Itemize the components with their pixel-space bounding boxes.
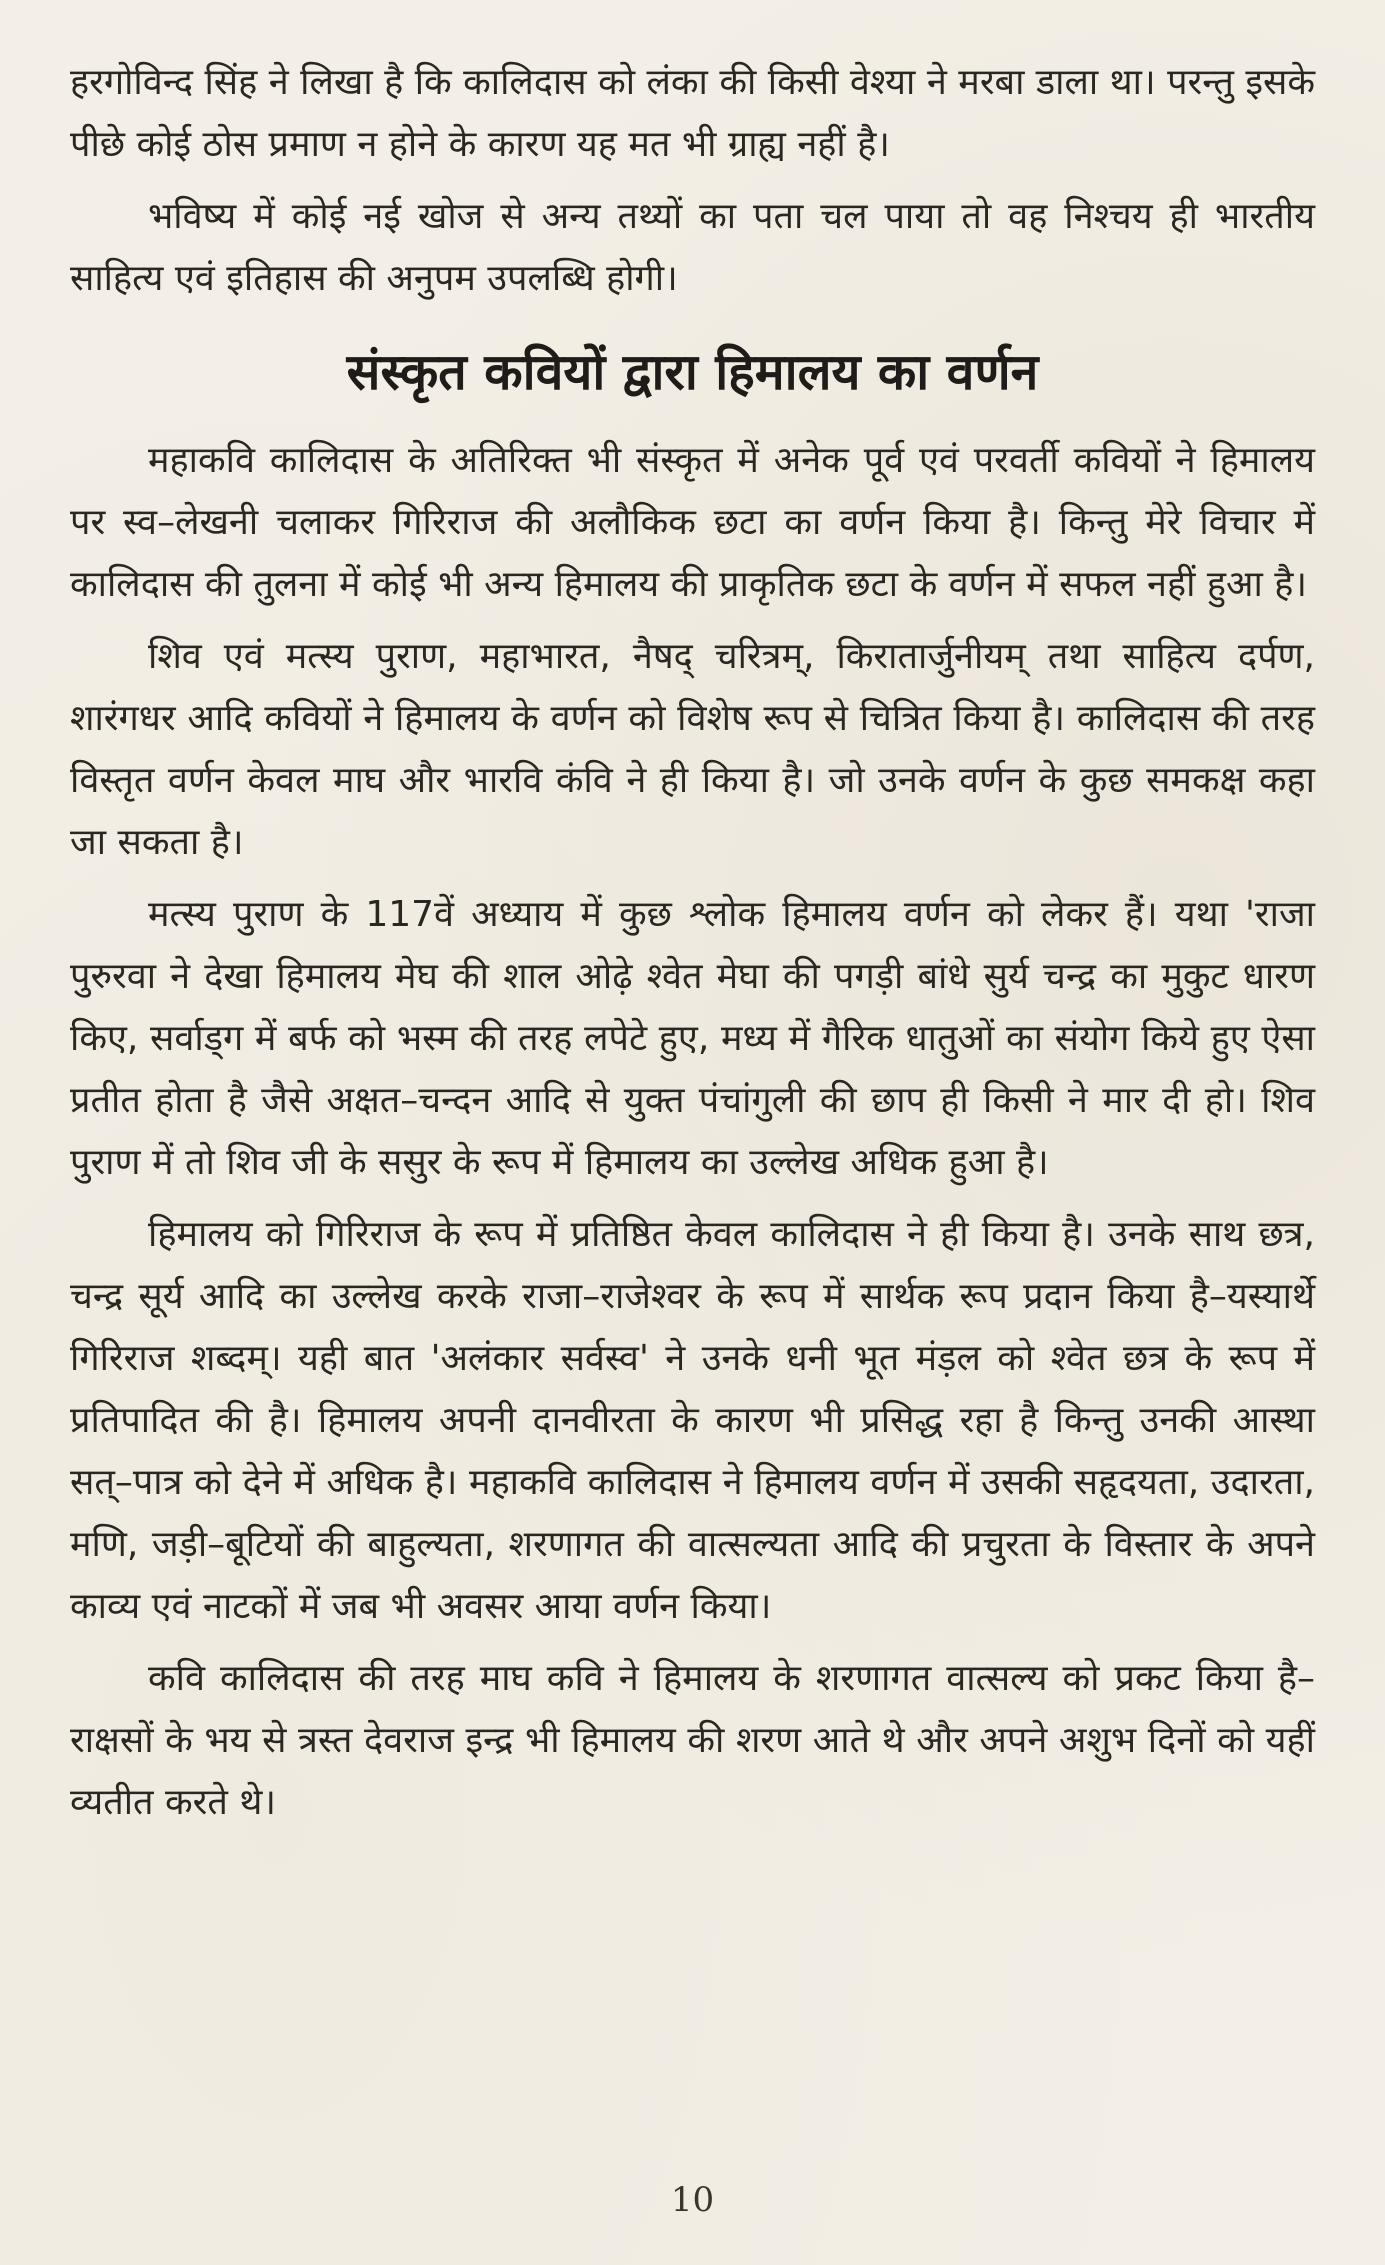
page-number: 10: [670, 2180, 715, 2220]
paragraph-continuation: हरगोविन्द सिंह ने लिखा है कि कालिदास को लंका की किसी वेश्या ने मरबा डाला था। परन्तु इसके पीछे कोई ठोस प्रमाण न होने के कारण यह मत भी ग्राह्य नहीं है।: [70, 62, 1315, 165]
paragraph-other-poets: महाकवि कालिदास के अतिरिक्त भी संस्कृत में अनेक पूर्व एवं परवर्ती कवियों ने हिमालय पर स्व–लेखनी चलाकर गिरिराज की अलौकिक छटा का वर्णन किया है। किन्तु मेरे विचार में कालिदास की तुलना में कोई भी अन्य हिमालय की प्राकृतिक छटा के वर्णन में सफल नहीं हुआ है।: [70, 440, 1315, 605]
paragraph-matsya-purana: मत्स्य पुराण के 117वें अध्याय में कुछ श्लोक हिमालय वर्णन को लेकर हैं। यथा 'राजा पुरुरवा ने देखा हिमालय मेघ की शाल ओढ़े श्वेत मेघा की पगड़ी बांधे सुर्य चन्द्र का मुकुट धारण किए, सर्वाड्ग में बर्फ को भस्म की तरह लपेटे हुए, मध्य में गैरिक धातुओं का संयोग किये हुए ऐसा प्रतीत होता है जैसे अक्षत–चन्दन आदि से युक्त पंचांगुली की छाप ही किसी ने मार दी हो। शिव पुराण में तो शिव जी के ससुर के रूप में हिमालय का उल्लेख अधिक हुआ है।: [70, 894, 1315, 1183]
paragraph-giriraj: हिमालय को गिरिराज के रूप में प्रतिष्ठित केवल कालिदास ने ही किया है। उनके साथ छत्र, चन्द्र सूर्य आदि का उल्लेख करके राजा–राजेश्वर के रूप में सार्थक रूप प्रदान किया है–यस्यार्थे गिरिराज शब्दम्। यही बात 'अलंकार सर्वस्व' ने उनके धनी भूत मंड़ल को श्वेत छत्र के रूप में प्रतिपादित की है। हिमालय अपनी दानवीरता के कारण भी प्रसिद्ध रहा है किन्तु उनकी आस्था सत्–पात्र को देने में अधिक है। महाकवि कालिदास ने हिमालय वर्णन में उसकी सहृदयता, उदारता, मणि, जड़ी–बूटियों की बाहुल्यता, शरणागत की वात्सल्यता आदि की प्रचुरता के विस्तार के अपने काव्य एवं नाटकों में जब भी अवसर आया वर्णन किया।: [70, 1214, 1315, 1627]
paragraph-magha: कवि कालिदास की तरह माघ कवि ने हिमालय के शरणागत वात्सल्य को प्रकट किया है–राक्षसों के भय से त्रस्त देवराज इन्द्र भी हिमालय की शरण आते थे और अपने अशुभ दिनों को यहीं व्यतीत करते थे।: [70, 1658, 1315, 1823]
section-heading: संस्कृत कवियों द्वारा हिमालय का वर्णन: [346, 343, 1039, 401]
paragraph-future-research: भविष्य में कोई नई खोज से अन्य तथ्यों का पता चल पाया तो वह निश्चय ही भारतीय साहित्य एवं इतिहास की अनुपम उपलब्धि होगी।: [70, 196, 1315, 299]
paragraph-sources: शिव एवं मत्स्य पुराण, महाभारत, नैषद् चरित्रम्, किरातार्जुनीयम् तथा साहित्य दर्पण, शारंगधर आदि कवियों ने हिमालय के वर्णन को विशेष रूप से चित्रित किया है। कालिदास की तरह विस्तृत वर्णन केवल माघ और भारवि कंवि ने ही किया है। जो उनके वर्णन के कुछ समकक्ष कहा जा सकता है।: [70, 636, 1315, 863]
